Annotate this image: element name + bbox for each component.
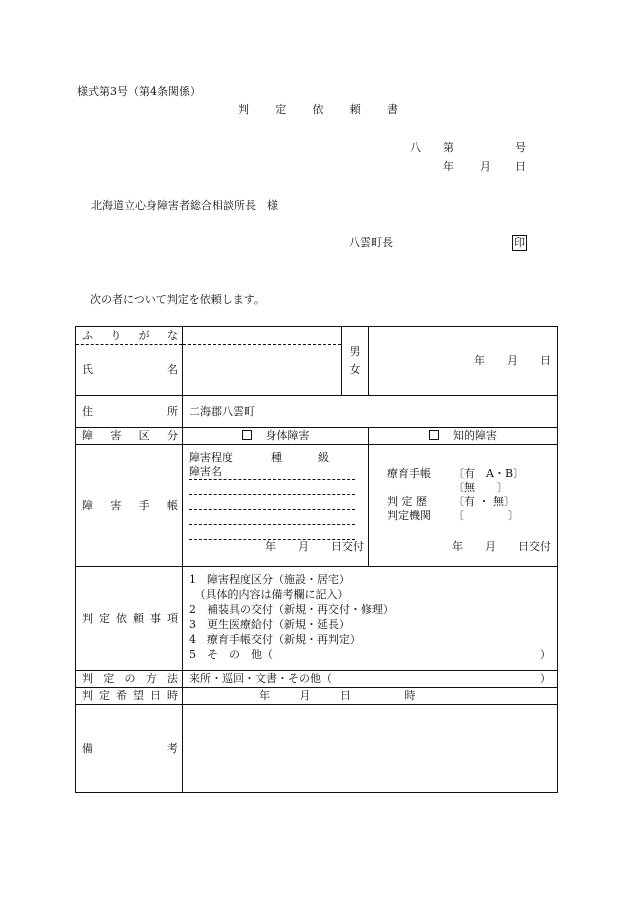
ryoiku-cell[interactable] — [369, 445, 558, 567]
form-number: 様式第3号（第4条関係） — [77, 85, 201, 98]
method-label-cell — [76, 671, 183, 688]
title-char: 判 — [238, 103, 249, 116]
history-value: 〔有 ・ 無〕 — [453, 495, 515, 508]
ryoiku-label: 療育手帳 — [387, 467, 431, 480]
title-char: 依 — [312, 103, 324, 116]
seal-box: 印 — [514, 236, 525, 249]
birth-month: 月 — [507, 354, 518, 367]
request-item: 5 そ の 他（ — [189, 648, 273, 661]
kyu-label: 級 — [318, 451, 329, 464]
doc-no-prefix: 八 — [410, 141, 421, 154]
shu-label: 種 — [271, 451, 282, 464]
physical-checkbox[interactable] — [242, 430, 252, 440]
remarks-label-cell — [76, 705, 183, 793]
disability-class-char: 分 — [166, 429, 178, 442]
seal-mark — [512, 235, 527, 251]
request-char: 判 — [82, 611, 93, 625]
address-label-char: 所 — [167, 404, 178, 418]
handbook-issued-month: 月 — [298, 540, 309, 553]
request-char: 事 — [150, 611, 161, 625]
doc-no-go: 号 — [515, 141, 526, 154]
agency-value: 〔 〕 — [453, 509, 519, 522]
handbook-char: 手 — [138, 498, 150, 512]
name-line-5[interactable] — [189, 525, 355, 540]
handbook-char: 害 — [110, 498, 122, 512]
handbook-char: 障 — [82, 498, 93, 512]
disability-class-label-cell — [76, 428, 183, 445]
desired-char: 判 — [82, 689, 93, 702]
desired-year: 年 — [259, 689, 270, 702]
disability-class-char: 区 — [138, 429, 150, 442]
disability-name-label: 障害名 — [189, 465, 222, 478]
request-other-close: ） — [540, 648, 551, 661]
name-line-4[interactable] — [189, 510, 355, 525]
furigana-char: り — [110, 328, 122, 342]
birth-day: 日 — [540, 354, 551, 367]
address-label-char: 住 — [82, 404, 93, 418]
request-item: 3 更生医療給付（新規・延長） — [189, 618, 350, 631]
sender: 八雲町長 — [349, 236, 393, 249]
birth-date-cell[interactable] — [369, 327, 558, 396]
desired-char: 希 — [116, 689, 127, 702]
address-label-cell — [76, 396, 183, 428]
history-label: 判 定 歴 — [387, 495, 427, 508]
furigana-input[interactable] — [183, 327, 342, 345]
handbook-issued-year: 年 — [265, 540, 276, 553]
desired-char: 日 — [150, 689, 161, 702]
request-item: 1 障害程度区分（施設・居宅） — [189, 573, 350, 586]
method-close: ） — [540, 672, 551, 685]
recipient: 北海道立心身障害者総合相談所長 様 — [91, 199, 278, 212]
intellectual-checkbox[interactable] — [429, 430, 439, 440]
option-intellectual[interactable] — [369, 428, 558, 445]
desired-char: 望 — [133, 689, 144, 702]
name-label-cell — [76, 345, 183, 396]
birth-year: 年 — [474, 354, 485, 367]
ryoiku-issued-month: 月 — [485, 540, 496, 553]
remarks-input[interactable] — [183, 705, 558, 793]
handbook-char: 帳 — [166, 498, 178, 512]
desired-char: 時 — [167, 689, 178, 702]
option-physical[interactable] — [183, 428, 369, 445]
furigana-char: ふ — [82, 328, 93, 342]
handbook-detail-cell[interactable] — [183, 445, 369, 567]
request-items-cell[interactable] — [183, 567, 558, 671]
date-year: 年 — [443, 160, 454, 173]
agency-label: 判定機関 — [387, 509, 431, 522]
method-char: 定 — [103, 672, 115, 685]
request-char: 項 — [167, 611, 178, 625]
intro-text: 次の者について判定を依頼します。 — [90, 293, 265, 306]
name-input[interactable] — [183, 345, 342, 396]
name-line-3[interactable] — [189, 495, 355, 510]
disability-class-char: 障 — [82, 429, 93, 442]
sex-female: 女 — [349, 363, 361, 376]
disability-class-char: 害 — [110, 429, 122, 442]
furigana-label-cell — [76, 327, 183, 345]
request-item: （具体的内容は備考欄に記入） — [189, 588, 349, 601]
document-title — [238, 103, 398, 117]
furigana-char: が — [138, 328, 150, 342]
title-char: 書 — [387, 103, 398, 116]
remarks-char: 考 — [167, 741, 178, 755]
intellectual-label: 知的障害 — [453, 429, 497, 442]
request-form-table — [75, 326, 558, 793]
handbook-issued-day: 日交付 — [331, 540, 364, 553]
request-char: 頼 — [133, 611, 144, 625]
request-char: 定 — [99, 611, 110, 625]
remarks-char: 備 — [82, 741, 93, 755]
request-char: 依 — [116, 611, 127, 625]
doc-no-dai: 第 — [443, 141, 454, 154]
desired-date-cell[interactable] — [183, 688, 558, 705]
desired-label-cell — [76, 688, 183, 705]
name-label-char: 氏 — [82, 363, 93, 376]
handbook-label-cell — [76, 445, 183, 567]
title-char: 頼 — [349, 103, 361, 116]
request-item: 2 補装具の交付（新規・再交付・修理） — [189, 603, 394, 616]
date-day: 日 — [515, 160, 526, 173]
request-item: 4 療育手帳交付（新規・再判定） — [189, 633, 361, 646]
desired-char: 定 — [99, 689, 110, 702]
method-char: の — [124, 672, 136, 685]
degree-label: 障害程度 — [189, 451, 233, 464]
physical-label: 身体障害 — [265, 429, 310, 442]
desired-time: 時 — [404, 689, 416, 702]
ryoiku-issued-year: 年 — [452, 540, 463, 553]
address-value[interactable]: 二海郡八雲町 — [183, 396, 558, 428]
sex-male: 男 — [349, 345, 361, 358]
date-month: 月 — [480, 160, 491, 173]
name-line-2[interactable] — [189, 480, 355, 495]
disability-name-line[interactable] — [189, 465, 355, 480]
method-char: 方 — [145, 672, 157, 685]
desired-month: 月 — [299, 689, 311, 702]
method-value: 来所・巡回・文書・その他（ — [189, 672, 332, 685]
method-char: 判 — [82, 672, 93, 685]
desired-day: 日 — [340, 689, 351, 702]
furigana-char: な — [166, 328, 178, 342]
ryoiku-issued-day: 日交付 — [518, 540, 551, 553]
ryoiku-value-1: 〔有 A・B〕 — [453, 467, 525, 480]
method-value-cell[interactable] — [183, 671, 558, 688]
ryoiku-value-2: 〔無 〕 — [453, 481, 508, 494]
sex-cell[interactable] — [342, 327, 369, 396]
method-char: 法 — [167, 672, 178, 685]
name-label-char: 名 — [167, 363, 178, 376]
title-char: 定 — [275, 103, 287, 116]
request-label-cell — [76, 567, 183, 671]
